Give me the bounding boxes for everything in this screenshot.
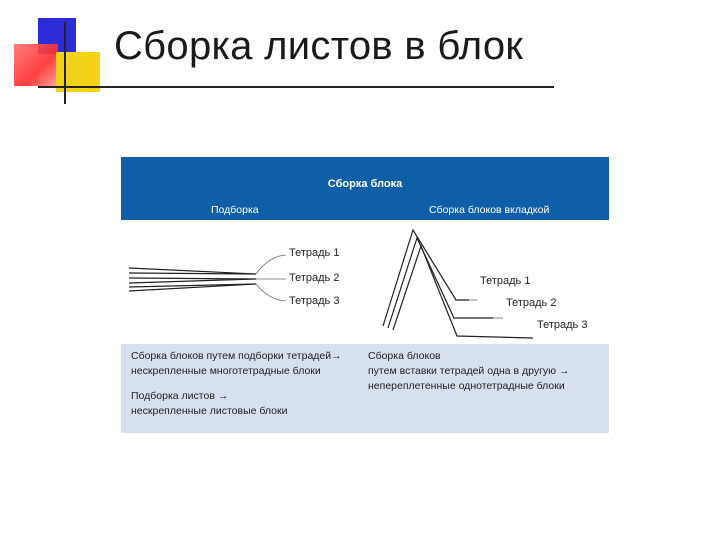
footer-left-line-1: Сборка блоков путем подборки тетрадей→ [131,350,342,362]
footer-right-line-2: путем вставки тетрадей одна в другую → [368,365,570,377]
footer-left-line-3: Подборка листов → [131,390,229,402]
footer-right-line-1: Сборка блоков [368,350,441,362]
right-label-3: Тетрадь 3 [537,319,588,331]
signature-1-left [129,268,256,274]
right-label-1: Тетрадь 1 [480,275,531,287]
footer-right-line-3: непереплетенные однотетрадные блоки [368,380,565,392]
arrow-icon: → [217,390,229,402]
slide-title: Сборка листов в блок [114,24,524,68]
signature-1-right [383,230,469,326]
column-heading-gathering: Подборка [211,204,259,216]
left-label-2: Тетрадь 2 [289,272,340,284]
signature-3-right [393,246,533,338]
leader-left-3 [256,284,286,301]
leader-left-1 [256,255,286,274]
figure-diagram [121,220,609,344]
diagram-drawing [121,220,609,344]
column-heading-insertion: Сборка блоков вкладкой [429,204,550,216]
signature-2-right [388,238,493,328]
decor-vertical-line [64,22,66,104]
assembly-figure [121,157,609,433]
figure-footer [121,344,609,433]
arrow-icon: → [558,365,570,377]
left-label-3: Тетрадь 3 [289,295,340,307]
right-label-2: Тетрадь 2 [506,297,557,309]
left-leaders [256,255,286,301]
gathered-signatures [129,268,256,291]
signature-3-left [129,284,256,291]
decor-red-square [14,44,58,86]
signature-2-left [129,278,256,283]
footer-left-line-4: нескрепленные листовые блоки [131,405,288,417]
right-leaders [469,300,503,318]
figure-title: Сборка блока [327,178,403,190]
title-underline [38,86,554,88]
figure-header [121,157,609,220]
arrow-icon: → [331,350,342,362]
footer-left-line-2: нескрепленные многотетрадные блоки [131,365,321,377]
left-label-1: Тетрадь 1 [289,247,340,259]
